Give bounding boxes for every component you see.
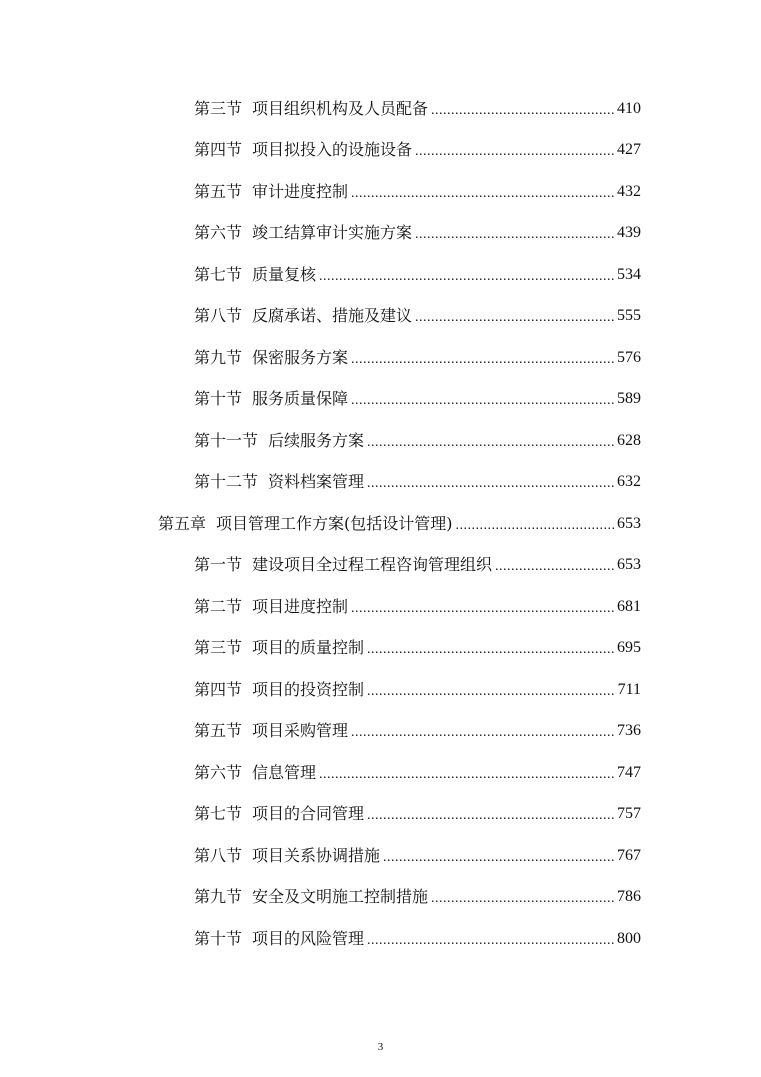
toc-dot-leader [367,640,615,660]
toc-dot-leader [351,599,615,619]
toc-dot-leader [351,350,615,370]
table-of-contents [0,88,761,960]
toc-entry-title: 项目管理工作方案(包括设计管理) [216,513,453,533]
toc-dot-leader [431,101,615,121]
toc-entry-number: 第八节 [194,306,243,326]
toc-section-entry[interactable] [0,877,641,919]
toc-entry-number: 第三节 [194,638,243,658]
toc-section-entry[interactable] [0,794,641,836]
toc-dot-leader [495,557,615,577]
toc-entry-page: 589 [617,390,641,408]
toc-entry-number: 第十节 [194,389,243,409]
toc-entry-page: 632 [617,473,641,491]
toc-entry-page: 800 [617,929,641,947]
toc-dot-leader [351,184,615,204]
page-number: 3 [377,1041,384,1053]
toc-entry-page: 681 [617,597,641,615]
toc-dot-leader [351,723,615,743]
toc-entry-title: 建设项目全过程工程咨询管理组织 [252,555,493,575]
toc-entry-number: 第六节 [194,762,243,782]
toc-entry-number: 第六节 [194,223,243,243]
toc-entry-number: 第五章 [158,513,207,533]
toc-entry-page: 427 [617,141,641,159]
toc-dot-leader [415,225,615,245]
toc-entry-page: 786 [617,888,641,906]
toc-entry-title: 竣工结算审计实施方案 [252,223,413,243]
toc-entry-number: 第二节 [194,596,243,616]
toc-dot-leader [383,848,615,868]
toc-section-entry[interactable] [0,379,641,421]
toc-entry-number: 第四节 [194,679,243,699]
toc-section-entry[interactable] [0,88,641,130]
toc-entry-number: 第五节 [194,721,243,741]
toc-entry-title: 信息管理 [252,762,317,782]
toc-entry-number: 第四节 [194,140,243,160]
toc-dot-leader [351,391,615,411]
toc-dot-leader [367,931,615,951]
toc-entry-page: 432 [617,182,641,200]
toc-section-entry[interactable] [0,420,641,462]
toc-entry-number: 第一节 [194,555,243,575]
toc-section-entry[interactable] [0,171,641,213]
toc-entry-title: 后续服务方案 [268,430,365,450]
toc-entry-page: 711 [617,680,641,698]
toc-entry-page: 695 [617,639,641,657]
toc-entry-title: 审计进度控制 [252,181,349,201]
toc-dot-leader [319,267,615,287]
toc-dot-leader [319,765,615,785]
toc-entry-page: 410 [617,99,641,117]
toc-section-entry[interactable] [0,296,641,338]
toc-entry-page: 653 [617,514,641,532]
toc-chapter-entry[interactable] [0,503,641,545]
toc-entry-number: 第十二节 [194,472,259,492]
toc-section-entry[interactable] [0,669,641,711]
toc-dot-leader [367,682,616,702]
toc-entry-title: 项目的投资控制 [252,679,365,699]
toc-entry-number: 第九节 [194,887,243,907]
toc-entry-title: 项目进度控制 [252,596,349,616]
toc-entry-title: 项目采购管理 [252,721,349,741]
toc-entry-number: 第十节 [194,928,243,948]
toc-entry-title: 保密服务方案 [252,347,349,367]
toc-entry-title: 项目的合同管理 [252,804,365,824]
toc-entry-title: 资料档案管理 [268,472,365,492]
toc-dot-leader [456,516,615,536]
toc-entry-page: 757 [617,805,641,823]
toc-entry-number: 第五节 [194,181,243,201]
toc-entry-number: 第八节 [194,845,243,865]
toc-section-entry[interactable] [0,586,641,628]
toc-section-entry[interactable] [0,628,641,670]
toc-entry-page: 439 [617,224,641,242]
toc-entry-page: 534 [617,265,641,283]
toc-entry-title: 安全及文明施工控制措施 [252,887,429,907]
toc-entry-page: 576 [617,348,641,366]
toc-entry-number: 第七节 [194,264,243,284]
toc-entry-page: 747 [617,763,641,781]
toc-section-entry[interactable] [0,711,641,753]
toc-section-entry[interactable] [0,462,641,504]
toc-entry-number: 第三节 [194,98,243,118]
toc-entry-title: 项目组织机构及人员配备 [252,98,429,118]
toc-entry-number: 第九节 [194,347,243,367]
toc-entry-title: 项目的质量控制 [252,638,365,658]
toc-entry-number: 第七节 [194,804,243,824]
toc-section-entry[interactable] [0,918,641,960]
toc-entry-title: 项目拟投入的设施设备 [252,140,413,160]
toc-dot-leader [415,308,615,328]
toc-entry-number: 第十一节 [194,430,259,450]
toc-entry-title: 项目的风险管理 [252,928,365,948]
toc-entry-title: 项目关系协调措施 [252,845,381,865]
toc-section-entry[interactable] [0,545,641,587]
toc-section-entry[interactable] [0,337,641,379]
toc-section-entry[interactable] [0,752,641,794]
toc-entry-title: 服务质量保障 [252,389,349,409]
toc-entry-page: 653 [617,556,641,574]
toc-entry-page: 628 [617,431,641,449]
toc-dot-leader [415,142,615,162]
toc-section-entry[interactable] [0,835,641,877]
toc-entry-page: 767 [617,846,641,864]
toc-section-entry[interactable] [0,130,641,172]
toc-dot-leader [431,889,615,909]
toc-dot-leader [367,806,615,826]
toc-entry-page: 555 [617,307,641,325]
toc-entry-page: 736 [617,722,641,740]
toc-dot-leader [367,474,615,494]
toc-section-entry[interactable] [0,213,641,255]
toc-section-entry[interactable] [0,254,641,296]
toc-entry-title: 反腐承诺、措施及建议 [252,306,413,326]
toc-entry-title: 质量复核 [252,264,317,284]
toc-dot-leader [367,433,615,453]
